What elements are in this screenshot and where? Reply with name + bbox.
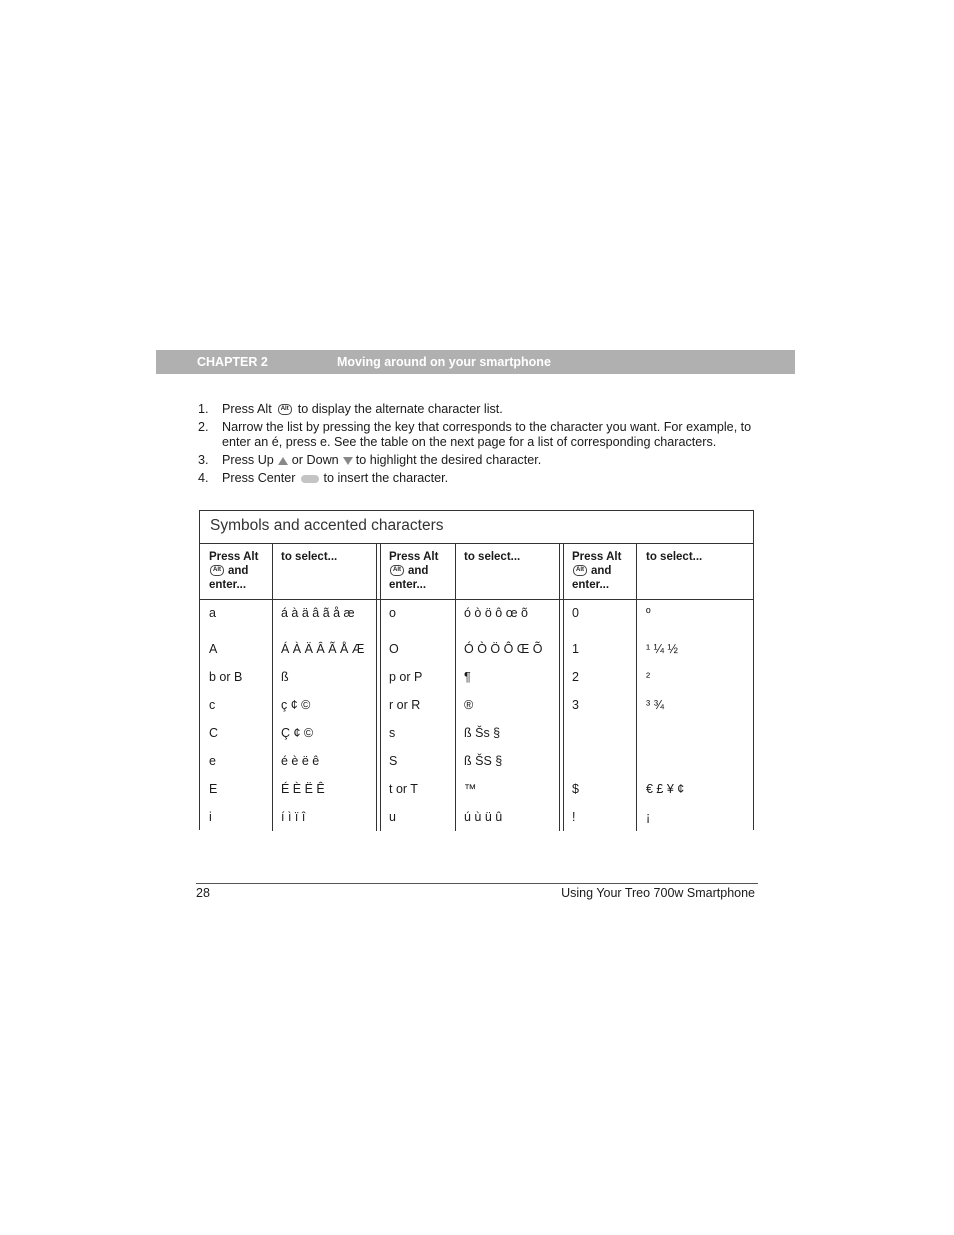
- step-2: 2. Narrow the list by pressing the key that corresponds to the character you want. For example, to enter an é, press e. See the table on the next page for a list of corresponding characters.: [198, 420, 752, 449]
- divider: [200, 543, 753, 544]
- table-cell: ß ŠS §: [464, 754, 503, 768]
- col-header-select: to select...: [464, 551, 521, 563]
- table-cell: ™: [464, 782, 477, 796]
- table-cell: a: [209, 606, 216, 620]
- table-cell: 0: [572, 606, 579, 620]
- table-cell: 3: [572, 698, 579, 712]
- table-cell: c: [209, 698, 216, 712]
- table-cell: í ì ï î: [281, 810, 306, 824]
- divider: [376, 543, 377, 831]
- divider: [200, 599, 753, 600]
- instruction-steps: [198, 402, 758, 489]
- table-cell: b or B: [209, 670, 243, 684]
- table-cell: ó ò ö ô œ õ: [464, 606, 528, 620]
- col-header-press-alt: Press Alt Alt and enter...: [389, 551, 439, 591]
- table-cell: á à ä â ã å æ: [281, 606, 355, 620]
- step-3: 3. Press Up or Down to highlight the desired character.: [198, 453, 542, 467]
- table-cell: ³ ¾: [646, 698, 665, 712]
- table-cell: 2: [572, 670, 579, 684]
- table-cell: ®: [464, 698, 474, 712]
- divider: [559, 543, 560, 831]
- table-cell: E: [209, 782, 218, 796]
- table-cell: 1: [572, 642, 579, 656]
- table-cell: r or R: [389, 698, 421, 712]
- table-cell: Ó Ò Ö Ô Œ Õ: [464, 642, 543, 656]
- table-cell: Á À Ä Â Ã Å Æ: [281, 642, 365, 656]
- table-cell: O: [389, 642, 399, 656]
- up-arrow-icon: [278, 457, 288, 465]
- table-cell: !: [572, 810, 576, 824]
- table-cell: C: [209, 726, 219, 740]
- table-cell: º: [646, 606, 651, 620]
- alt-key-icon: Alt: [573, 565, 587, 576]
- alt-key-icon: Alt: [210, 565, 224, 576]
- divider: [636, 543, 637, 831]
- step-4: 4. Press Center to insert the character.: [198, 471, 449, 485]
- table-cell: Ç ¢ ©: [281, 726, 314, 740]
- chapter-label: CHAPTER 2: [197, 355, 268, 369]
- table-cell: A: [209, 642, 218, 656]
- col-header-select: to select...: [281, 551, 338, 563]
- table-cell: $: [572, 782, 579, 796]
- chapter-title: Moving around on your smartphone: [337, 355, 551, 369]
- table-cell: p or P: [389, 670, 423, 684]
- chapter-header-bar: [156, 350, 795, 374]
- table-cell: ¡: [646, 810, 651, 824]
- table-cell: ß: [281, 670, 289, 684]
- table-cell: ç ¢ ©: [281, 698, 311, 712]
- center-key-icon: [301, 475, 319, 483]
- divider: [272, 543, 273, 831]
- table-cell: € £ ¥ ¢: [646, 782, 685, 796]
- table-cell: ß Šs §: [464, 726, 501, 740]
- table-cell: ¹ ¼ ½: [646, 642, 678, 656]
- table-cell: ú ù ü û: [464, 810, 503, 824]
- table-cell: s: [389, 726, 396, 740]
- footer-rule: [196, 883, 758, 884]
- symbols-table: [199, 510, 754, 830]
- table-cell: ¶: [464, 670, 471, 684]
- table-cell: é è ë ê: [281, 754, 320, 768]
- book-title: Using Your Treo 700w Smartphone: [561, 886, 755, 900]
- divider: [563, 543, 564, 831]
- table-cell: i: [209, 810, 212, 824]
- step-1: 1. Press Alt Alt to display the alternate character list.: [198, 402, 503, 416]
- table-cell: u: [389, 810, 396, 824]
- divider: [455, 543, 456, 831]
- table-cell: S: [389, 754, 398, 768]
- table-cell: t or T: [389, 782, 418, 796]
- page-number: 28: [196, 886, 210, 900]
- table-cell: e: [209, 754, 216, 768]
- divider: [380, 543, 381, 831]
- table-cell: ²: [646, 670, 651, 684]
- col-header-select: to select...: [646, 551, 703, 563]
- alt-key-icon: Alt: [278, 404, 292, 415]
- col-header-press-alt: Press Alt Alt and enter...: [209, 551, 259, 591]
- col-header-press-alt: Press Alt Alt and enter...: [572, 551, 622, 591]
- alt-key-icon: Alt: [390, 565, 404, 576]
- table-cell: É È Ë Ê: [281, 782, 325, 796]
- down-arrow-icon: [343, 457, 353, 465]
- table-title: Symbols and accented characters: [210, 517, 444, 534]
- table-cell: o: [389, 606, 396, 620]
